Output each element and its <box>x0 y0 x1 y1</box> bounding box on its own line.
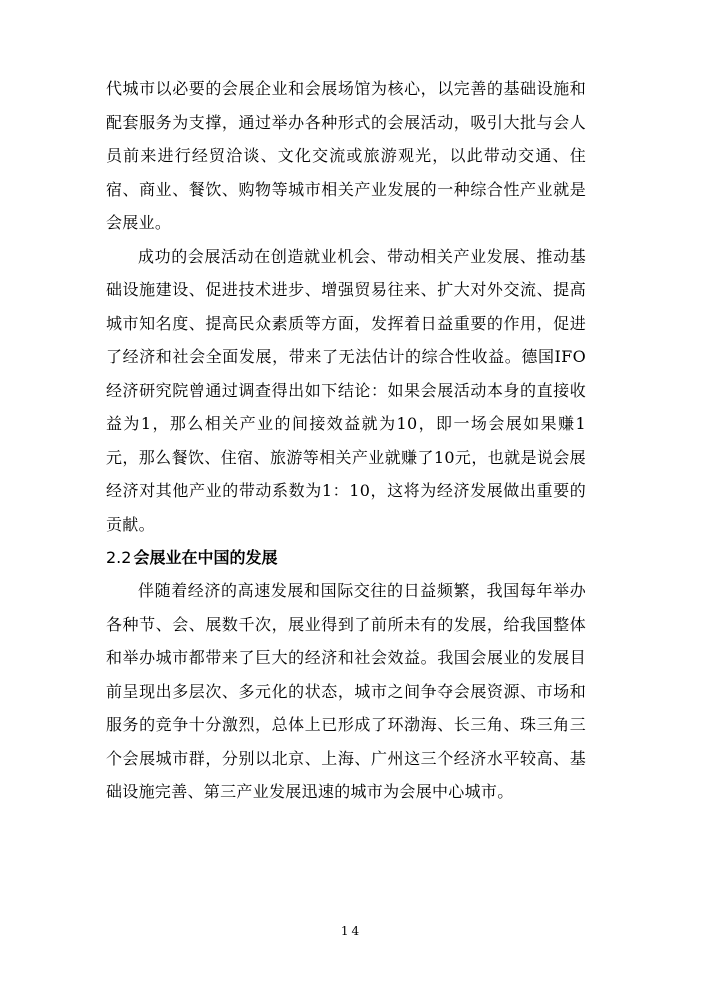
body-paragraph: 伴随着经济的高速发展和国际交往的日益频繁，我国每年举办各种节、会、展数千次，展业得到了前所未有的发展，给我国整体和举办城市都带来了巨大的经济和社会效益。我国会展业的发展目前呈现出多层次、多元化的状态，城市之间争夺会展资源、市场和服务的竞争十分激烈，总体上已形成了环渤海、长三角、珠三角三个会展城市群，分别以北京、上海、广州这三个经济水平较高、基础设施完善、第三产业发展迅速的城市为会展中心城市。 <box>106 581 586 801</box>
page-body <box>106 72 586 809</box>
body-paragraph-continued: 代城市以必要的会展企业和会展场馆为核心，以完善的基础设施和配套服务为支撑，通过举办各种形式的会展活动，吸引大批与会人员前来进行经贸洽谈、文化交流或旅游观光，以此带动交通、住宿、商业、餐饮、购物等城市相关产业发展的一种综合性产业就是会展业。 <box>106 79 586 232</box>
body-paragraph: 成功的会展活动在创造就业机会、带动相关产业发展、推动基础设施建设、促进技术进步、增强贸易往来、扩大对外交流、提高城市知名度、提高民众素质等方面，发挥着日益重要的作用，促进了经济和社会全面发展，带来了无法估计的综合性收益。德国IFO经济研究院曾通过调查得出如下结论：如果会展活动本身的直接收益为1，那么相关产业的间接效益就为10，即一场会展如果赚1元，那么餐饮、住宿、旅游等相关产业就赚了10元，也就是说会展经济对其他产业的带动系数为1：10，这将为经济发展做出重要的贡献。 <box>106 246 586 534</box>
section-number: 2.2 <box>106 548 132 567</box>
section-heading <box>106 543 586 573</box>
section-title: 会展业在中国的发展 <box>133 548 278 567</box>
page-number: 14 <box>340 924 363 938</box>
